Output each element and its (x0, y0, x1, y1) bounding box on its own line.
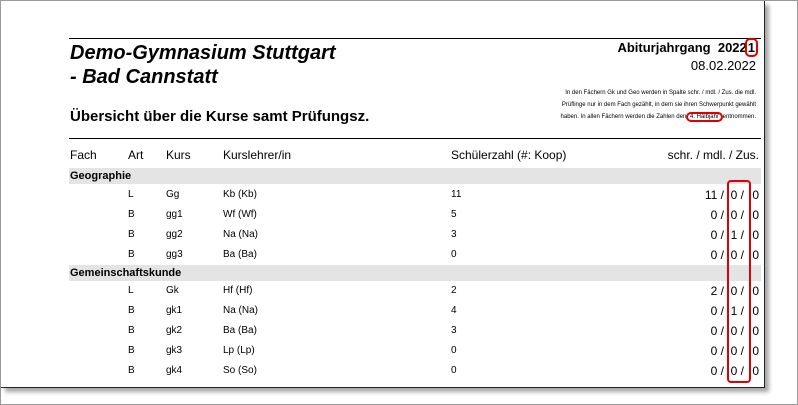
report-subtitle: Übersicht über die Kurse samt Prüfungsz. (70, 108, 370, 125)
cell-schr: 0 / (710, 304, 724, 318)
column-header-lehrer: Kurslehrer/in (223, 148, 292, 162)
cell-mdl: 0 / (730, 344, 744, 358)
report-page (1, 1, 765, 388)
cell-schueler: 3 (451, 229, 457, 240)
cell-kurs: Gk (166, 285, 179, 296)
cell-art: B (128, 325, 135, 336)
cell-kurs: gk4 (166, 365, 183, 376)
cell-schueler: 2 (451, 285, 457, 296)
column-header-art: Art (128, 148, 144, 162)
cell-kurs: gk1 (166, 305, 183, 316)
jahrgang-label: Abiturjahrgang (617, 40, 711, 55)
section-title: Gemeinschaftskunde (70, 267, 182, 279)
cell-zus: 0 (752, 188, 759, 202)
cell-zus: 0 (752, 248, 759, 262)
cell-mdl: 0 / (730, 208, 744, 222)
cell-zus: 0 (752, 284, 759, 298)
cell-lehrer: Ba (Ba) (223, 325, 257, 336)
cell-schr: 11 / (704, 188, 724, 202)
cell-lehrer: Ba (Ba) (223, 249, 257, 260)
cell-art: L (128, 285, 134, 296)
cell-zus: 0 (752, 304, 759, 318)
cell-kurs: gg2 (166, 229, 183, 240)
note-line: In den Fächern Gk und Geo werden in Spalte schr. / mdl. / Zus. die mdl. (565, 90, 756, 96)
cell-kurs: gk3 (166, 345, 183, 356)
cell-zus: 0 (752, 324, 759, 338)
cell-kurs: gg3 (166, 249, 183, 260)
cell-lehrer: Na (Na) (223, 229, 259, 240)
section-title: Geographie (70, 170, 132, 182)
cell-lehrer: Na (Na) (223, 305, 259, 316)
cell-art: L (128, 189, 134, 200)
cell-schueler: 3 (451, 325, 457, 336)
highlight-box (727, 180, 751, 383)
note-highlight: 4. Halbjahr (689, 114, 719, 120)
cell-kurs: gk2 (166, 325, 183, 336)
cell-schr: 0 / (710, 344, 724, 358)
cell-schr: 0 / (710, 324, 724, 338)
cell-mdl: 0 / (730, 364, 744, 378)
column-header-kurs: Kurs (166, 148, 191, 162)
cell-lehrer: So (So) (223, 365, 257, 376)
cell-zus: 0 (752, 208, 759, 222)
cell-mdl: 0 / (730, 248, 744, 262)
cell-zus: 0 (752, 344, 759, 358)
column-header-pruefung: schr. / mdl. / Zus. (667, 148, 759, 162)
cell-art: B (128, 209, 135, 220)
cell-schueler: 5 (451, 209, 457, 220)
cell-art: B (128, 305, 135, 316)
cell-mdl: 0 / (730, 284, 744, 298)
column-header-schueler: Schülerzahl (#: Koop) (451, 148, 567, 162)
cell-art: B (128, 365, 135, 376)
cell-schr: 2 / (710, 284, 724, 298)
note-text: haben. In allen Fächern werden die Zahlen den (560, 114, 687, 120)
cell-schueler: 4 (451, 305, 457, 316)
cell-schr: 0 / (710, 228, 724, 242)
cell-mdl: 1 / (730, 304, 744, 318)
cell-art: B (128, 249, 135, 260)
cell-zus: 0 (752, 364, 759, 378)
section-header (69, 168, 761, 184)
school-name-line2: - Bad Cannstatt (70, 66, 218, 88)
note-line: Prüflinge nur in dem Fach gezählt, in dem sie ihren Schwerpunkt gewählt (561, 102, 756, 108)
cell-schr: 0 / (710, 248, 724, 262)
cell-schr: 0 / (710, 364, 724, 378)
cell-lehrer: Wf (Wf) (223, 209, 257, 220)
school-name-line1: Demo-Gymnasium Stuttgart (70, 42, 336, 64)
cell-art: B (128, 229, 135, 240)
cell-kurs: Gg (166, 189, 180, 200)
report-date: 08.02.2022 (690, 58, 756, 73)
note-text: entnommen. (722, 114, 756, 120)
cell-schr: 0 / (710, 208, 724, 222)
cell-lehrer: Kb (Kb) (223, 189, 257, 200)
cell-kurs: gg1 (166, 209, 183, 220)
cell-art: B (128, 345, 135, 356)
section-header (69, 265, 761, 281)
cell-schueler: 11 (451, 189, 462, 200)
cell-lehrer: Hf (Hf) (223, 285, 253, 296)
top-rule (69, 38, 761, 39)
note-line (501, 111, 756, 123)
header-rule (69, 138, 761, 139)
cell-mdl: 0 / (730, 324, 744, 338)
cell-mdl: 1 / (730, 228, 744, 242)
jahrgang-year-prefix: 2022 (717, 40, 747, 55)
cell-schueler: 0 (451, 345, 457, 356)
cell-schueler: 0 (451, 249, 457, 260)
cell-mdl: 0 / (730, 188, 744, 202)
jahrgang-year-highlight: 1 (747, 40, 755, 55)
cell-schueler: 0 (451, 365, 457, 376)
column-header-fach: Fach (70, 148, 97, 162)
abiturjahrgang (617, 40, 756, 55)
explanatory-note (501, 87, 756, 123)
cell-zus: 0 (752, 228, 759, 242)
cell-lehrer: Lp (Lp) (223, 345, 255, 356)
